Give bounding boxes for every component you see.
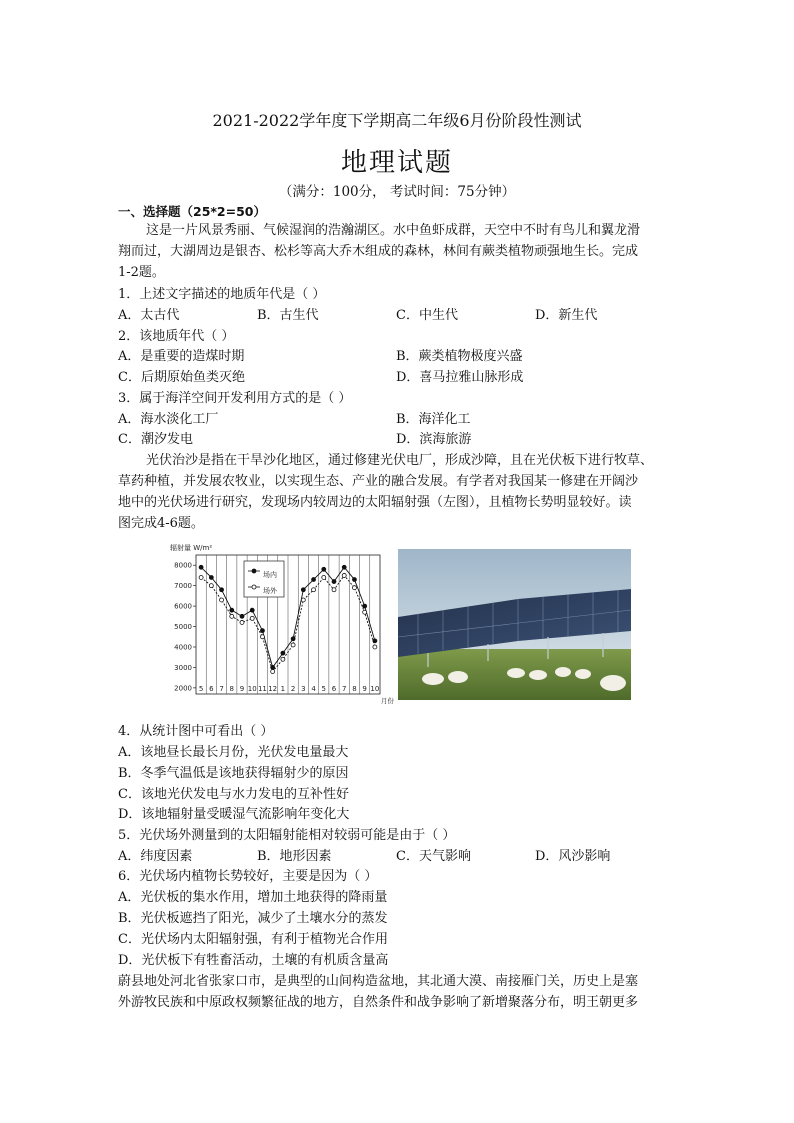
x-tick-label: 5 xyxy=(198,685,204,693)
x-tick-label: 7 xyxy=(341,685,347,693)
q6-option-a[interactable]: A．光伏板的集水作用，增加土地获得的降雨量 xyxy=(118,890,388,905)
q2-option-b[interactable]: B．蕨类植物极度兴盛 xyxy=(396,349,523,364)
passage2-line: 图完成4-6题。 xyxy=(118,516,204,531)
y-axis-label: 辐射量 W/m² xyxy=(170,544,213,552)
x-tick-label: 1 xyxy=(280,685,286,693)
legend-marker xyxy=(252,569,256,573)
x-tick-label: 12 xyxy=(268,685,278,693)
subject-title: 地理试题 xyxy=(340,148,453,178)
series-2-point xyxy=(363,610,367,614)
question-2-stem: 2．该地质年代（ ） xyxy=(118,329,235,344)
x-tick-label: 10 xyxy=(247,685,257,693)
series-2-point xyxy=(230,614,234,618)
x-tick-label: 8 xyxy=(352,685,357,693)
series-2-point xyxy=(209,584,213,588)
series-1-point xyxy=(240,614,244,618)
series-1-point xyxy=(260,629,264,633)
section-heading: 一、选择题（25*2=50） xyxy=(118,204,266,219)
q6-option-b[interactable]: B．光伏板遮挡了阳光，减少了土壤水分的蒸发 xyxy=(118,911,388,926)
q1-option-d[interactable]: D．新生代 xyxy=(535,308,598,323)
y-tick-label: 7000 xyxy=(174,582,192,591)
y-tick-label: 5000 xyxy=(174,623,192,632)
series-1-point xyxy=(230,608,234,612)
q5-option-a[interactable]: A．纬度因素 xyxy=(118,849,193,864)
series-2-point xyxy=(291,643,295,647)
q5-option-c[interactable]: C．天气影响 xyxy=(396,849,471,864)
x-tick-label: 7 xyxy=(219,685,224,693)
series-1-point xyxy=(312,578,316,582)
q3-option-c[interactable]: C．潮汐发电 xyxy=(118,432,193,447)
q4-option-c[interactable]: C．该地光伏发电与水力发电的互补性好 xyxy=(118,787,349,802)
x-tick-label: 6 xyxy=(209,685,214,693)
legend-label: 场内 xyxy=(263,571,277,579)
exam-title: 2021-2022学年度下学期高二年级6月份阶段性测试 xyxy=(212,111,582,130)
x-tick-label: 9 xyxy=(362,685,367,693)
y-tick-label: 2000 xyxy=(174,684,192,693)
exam-meta: （满分：100分， 考试时间：75分钟） xyxy=(278,184,516,200)
question-6-stem: 6．光伏场内植物长势较好，主要是因为（ ） xyxy=(118,869,378,884)
series-2-point xyxy=(260,635,264,639)
q1-option-a[interactable]: A．太古代 xyxy=(118,308,180,323)
question-3-stem: 3．属于海洋空间开发利用方式的是（ ） xyxy=(118,391,352,406)
series-2-point xyxy=(281,657,285,661)
q1-option-b[interactable]: B．古生代 xyxy=(257,308,319,323)
q6-option-c[interactable]: C．光伏场内太阳辐射强，有利于植物光合作用 xyxy=(118,932,388,947)
passage3-line: 蔚县地处河北省张家口市，是典型的山间构造盆地，其北通大漠、南接雁门关，历史上是塞 xyxy=(118,974,639,989)
y-tick-label: 3000 xyxy=(174,663,192,672)
x-tick-label: 8 xyxy=(229,685,235,693)
q2-option-d[interactable]: D．喜马拉雅山脉形成 xyxy=(396,370,524,385)
series-1-point xyxy=(281,651,285,655)
q5-option-d[interactable]: D．风沙影响 xyxy=(535,849,611,864)
q3-option-d[interactable]: D．滨海旅游 xyxy=(396,432,472,447)
q4-option-d[interactable]: D．该地辐射量受暖湿气流影响年变化大 xyxy=(118,807,350,822)
y-tick-label: 4000 xyxy=(174,643,192,652)
passage1-line: 翔而过，大湖周边是银杏、松杉等高大乔木组成的森林，林间有蕨类植物顽强地生长。完成 xyxy=(118,244,639,259)
series-2-point xyxy=(199,575,203,579)
series-1-point xyxy=(352,578,356,582)
series-1-point xyxy=(322,567,326,571)
series-2-point xyxy=(373,645,377,649)
question-5-stem: 5．光伏场外测量到的太阳辐射能相对较弱可能是由于（ ） xyxy=(118,828,456,843)
x-tick-label: 11 xyxy=(257,685,267,693)
x-tick-label: 6 xyxy=(331,685,337,693)
series-2-point xyxy=(332,588,336,592)
series-1-point xyxy=(209,575,213,579)
question-4-stem: 4．从统计图中可看出（ ） xyxy=(118,724,274,739)
series-2-point xyxy=(342,573,346,577)
legend-marker xyxy=(252,585,256,589)
solar-farm-image xyxy=(398,549,631,700)
q5-option-b[interactable]: B．地形因素 xyxy=(257,849,332,864)
question-1-stem: 1．上述文字描述的地质年代是（ ） xyxy=(118,287,326,302)
series-2-point xyxy=(271,670,275,674)
passage2-line: 地中的光伏场进行研究，发现场内较周边的太阳辐射强（左图），且植物长势明显较好。读 xyxy=(118,495,632,510)
series-1-point xyxy=(332,580,336,584)
q3-option-b[interactable]: B．海洋化工 xyxy=(396,412,471,427)
series-2-point xyxy=(352,586,356,590)
radiation-chart-svg xyxy=(168,541,394,707)
x-tick-label: 2 xyxy=(290,685,296,693)
x-axis-label: 月份 xyxy=(381,697,394,705)
series-2-point xyxy=(250,616,254,620)
x-tick-label: 5 xyxy=(321,685,327,693)
q2-option-a[interactable]: A．是重要的造煤时期 xyxy=(118,349,245,364)
series-1-point xyxy=(301,588,305,592)
y-tick-label: 6000 xyxy=(174,602,192,611)
legend-label: 场外 xyxy=(263,587,277,595)
q1-option-c[interactable]: C．中生代 xyxy=(396,308,458,323)
x-tick-label: 9 xyxy=(239,685,245,693)
q3-option-a[interactable]: A．海水淡化工厂 xyxy=(118,412,219,427)
radiation-chart xyxy=(168,541,394,707)
x-tick-label: 10 xyxy=(370,685,380,693)
x-tick-label: 3 xyxy=(301,685,306,693)
passage2-line: 草药种植，并发展农牧业，以实现生态、产业的融合发展。有学者对我国某一修建在开阔沙 xyxy=(118,474,639,489)
series-2-point xyxy=(312,588,316,592)
q2-option-c[interactable]: C．后期原始鱼类灭绝 xyxy=(118,370,245,385)
q6-option-d[interactable]: D．光伏板下有牲畜活动，土壤的有机质含量高 xyxy=(118,953,389,968)
series-2-point xyxy=(301,598,305,602)
series-2-point xyxy=(240,620,244,624)
series-2-point xyxy=(220,598,224,602)
y-tick-label: 8000 xyxy=(174,561,192,570)
x-tick-label: 4 xyxy=(311,685,316,693)
series-1-point xyxy=(220,588,224,592)
passage2-line: 光伏治沙是指在干旱沙化地区，通过修建光伏电厂，形成沙障，且在光伏板下进行牧草、 xyxy=(146,453,654,468)
series-1-point xyxy=(363,604,367,608)
solar-farm-photo xyxy=(398,549,631,700)
passage3-line: 外游牧民族和中原政权频繁征战的地方，自然条件和战争影响了新增聚落分布，明王朝更多 xyxy=(118,995,639,1010)
series-1-point xyxy=(342,565,346,569)
series-1-point xyxy=(250,608,254,612)
q4-option-b[interactable]: B．冬季气温低是该地获得辐射少的原因 xyxy=(118,766,349,781)
series-1-point xyxy=(199,565,203,569)
passage1-line: 这是一片风景秀丽、气候湿润的浩瀚湖区。水中鱼虾成群，天空中不时有鸟儿和翼龙滑 xyxy=(146,223,641,238)
q4-option-a[interactable]: A．该地昼长最长月份，光伏发电量最大 xyxy=(118,745,349,760)
series-2-point xyxy=(322,575,326,579)
passage1-line: 1-2题。 xyxy=(118,265,165,280)
